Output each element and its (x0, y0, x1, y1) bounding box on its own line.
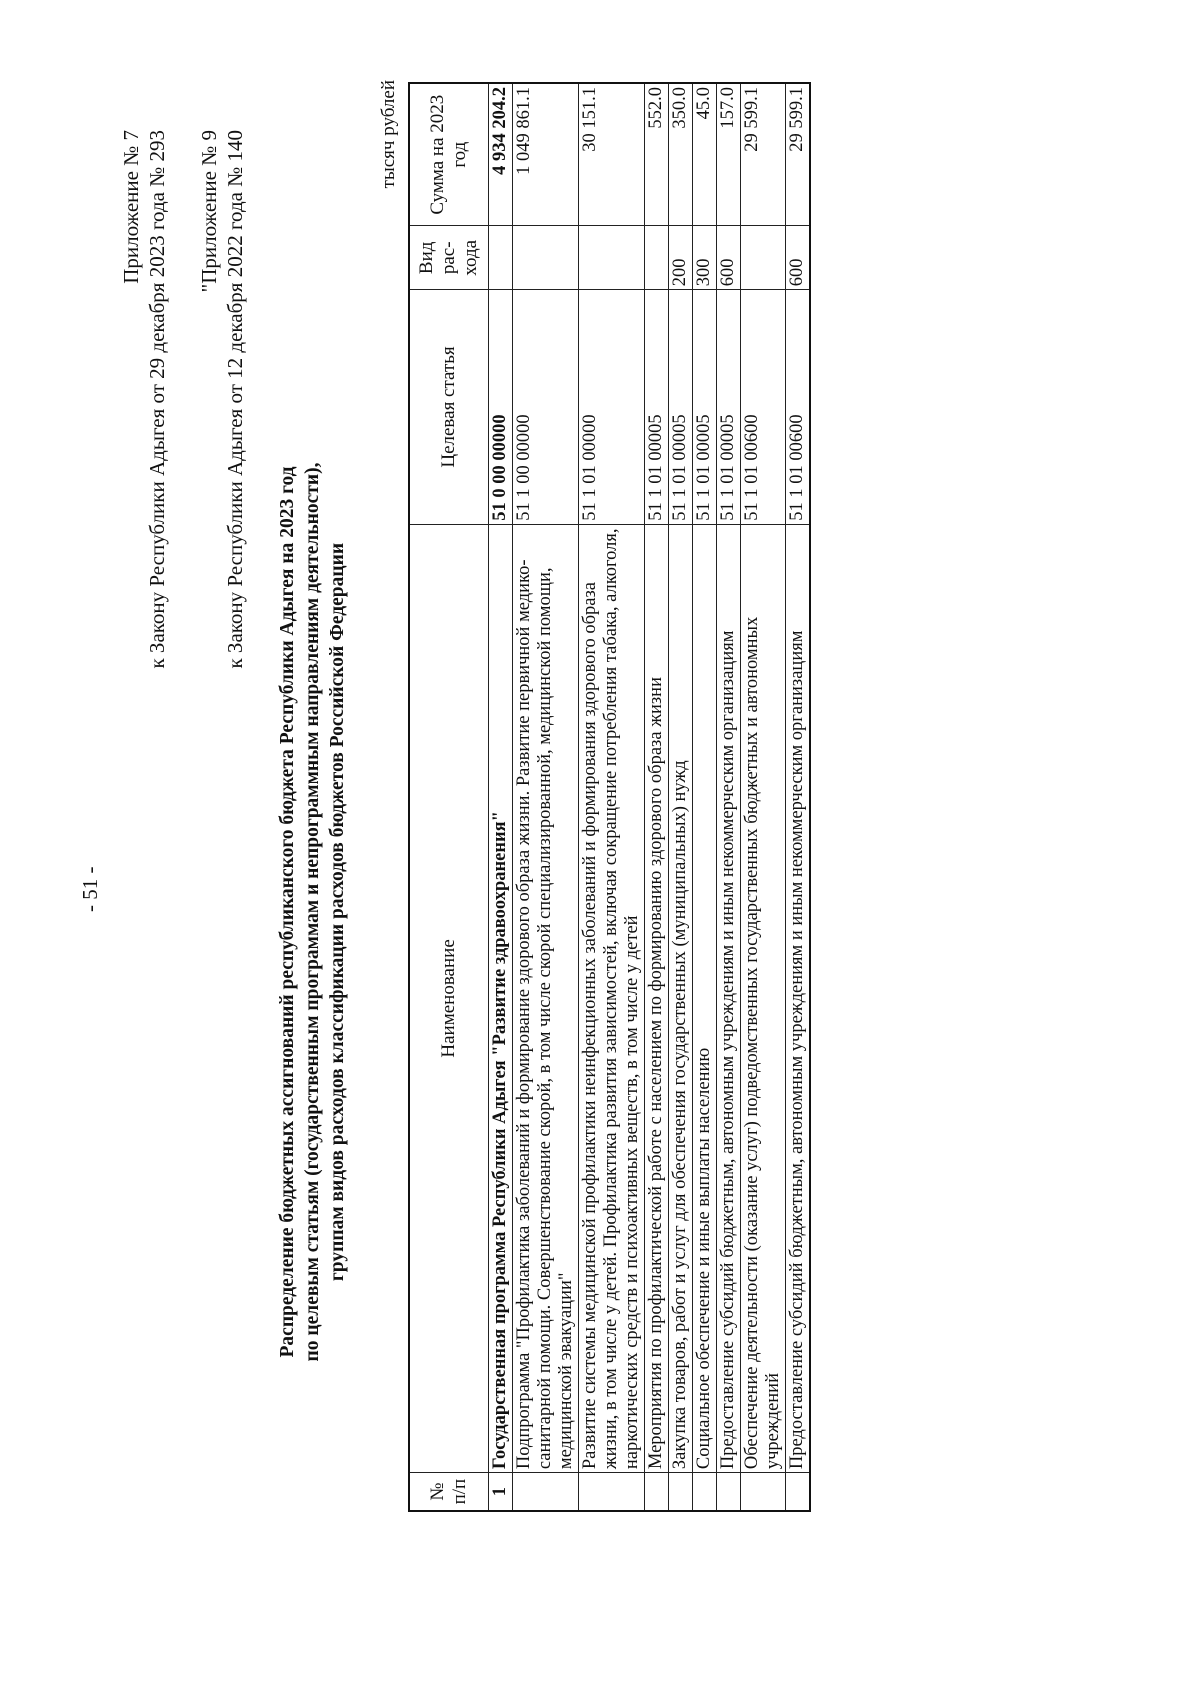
cell-sum: 552.0 (645, 83, 669, 226)
units-label: тысяч рублей (378, 80, 399, 189)
title-line: Распределение бюджетных ассигнований республиканского бюджета Республики Адыгея на 2023 год (277, 466, 298, 1358)
cell-expense-type (489, 226, 513, 290)
table-row (693, 83, 717, 1511)
appendix-number: Приложение № 7 (119, 130, 143, 284)
cell-num (669, 1473, 693, 1511)
header-expense-type: Вид рас-хода (409, 226, 489, 290)
cell-target-article: 51 1 01 00005 (717, 290, 741, 524)
header-sum: Сумма на 2023 год (409, 83, 489, 226)
appendix-number: "Приложение № 9 (197, 130, 221, 293)
cell-target-article: 51 0 00 00000 (489, 290, 513, 524)
table-row (579, 83, 645, 1511)
appendix-law-reference: к Закону Республики Адыгея от 12 декабря 2022 года № 140 (223, 130, 247, 669)
cell-sum: 30 151.1 (579, 83, 645, 226)
cell-sum: 29 599.1 (786, 83, 811, 226)
header-target-article: Целевая статья (409, 290, 489, 524)
cell-name: Развитие системы медицинской профилактики неинфекционных заболеваний и формирования здорового образа жизни, в том числе у детей. Профилактика развития зависимостей, включая сокращение потребления табака, алкоголя, наркотических средств и психоактивных веществ, в том числе у детей (579, 524, 645, 1472)
table-header-row (409, 83, 489, 1511)
cell-num (786, 1473, 811, 1511)
cell-expense-type: 600 (717, 226, 741, 290)
table-row (717, 83, 741, 1511)
header-name: Наименование (409, 524, 489, 1472)
cell-sum: 1 049 861.1 (513, 83, 579, 226)
cell-sum: 157.0 (717, 83, 741, 226)
title-line: по целевым статьям (государственным программам и непрограммным направлениям деятельности), (302, 462, 323, 1362)
table-row (669, 83, 693, 1511)
cell-name: Обеспечение деятельности (оказание услуг) подведомственных государственных бюджетных и автономных учреждений (741, 524, 786, 1472)
cell-name: Предоставление субсидий бюджетным, автономным учреждениям и иным некоммерческим организациям (786, 524, 811, 1472)
cell-num (645, 1473, 669, 1511)
cell-sum: 350.0 (669, 83, 693, 226)
cell-name: Государственная программа Республики Адыгея "Развитие здравоохранения" (489, 524, 513, 1472)
cell-sum: 45.0 (693, 83, 717, 226)
cell-expense-type (741, 226, 786, 290)
table-row (513, 83, 579, 1511)
cell-expense-type: 300 (693, 226, 717, 290)
cell-target-article: 51 1 00 00000 (513, 290, 579, 524)
cell-name: Социальное обеспечение и иные выплаты населению (693, 524, 717, 1472)
cell-num (579, 1473, 645, 1511)
cell-name: Закупка товаров, работ и услуг для обеспечения государственных (муниципальных) нужд (669, 524, 693, 1472)
table-row (489, 83, 513, 1511)
cell-name: Мероприятия по профилактической работе с населением по формированию здорового образа жизни (645, 524, 669, 1472)
cell-expense-type (645, 226, 669, 290)
table-row (786, 83, 811, 1511)
cell-target-article: 51 1 01 00005 (669, 290, 693, 524)
cell-name: Предоставление субсидий бюджетным, автономным учреждениям и иным некоммерческим организациям (717, 524, 741, 1472)
cell-target-article: 51 1 01 00005 (693, 290, 717, 524)
cell-num (513, 1473, 579, 1511)
cell-expense-type (513, 226, 579, 290)
title-line: группам видов расходов классификации расходов бюджетов Российской Федерации (327, 542, 348, 1282)
cell-expense-type (579, 226, 645, 290)
header-num: № п/п (409, 1473, 489, 1511)
cell-expense-type: 600 (786, 226, 811, 290)
page-number: - 51 - (78, 866, 102, 912)
table-row (741, 83, 786, 1511)
cell-target-article: 51 1 01 00600 (741, 290, 786, 524)
cell-target-article: 51 1 01 00005 (645, 290, 669, 524)
table-row (645, 83, 669, 1511)
appendix-law-reference: к Закону Республики Адыгея от 29 декабря 2023 года № 293 (145, 130, 169, 669)
cell-sum: 4 934 204.2 (489, 83, 513, 226)
cell-num: 1 (489, 1473, 513, 1511)
document-title (275, 362, 350, 1462)
cell-target-article: 51 1 01 00600 (786, 290, 811, 524)
cell-num (693, 1473, 717, 1511)
cell-expense-type: 200 (669, 226, 693, 290)
cell-name: Подпрограмма "Профилактика заболеваний и формирование здорового образа жизни. Развитие первичной медико-санитарной помощи. Совершенствование скорой, в том числе скорой специализированной, медицинской помощи, медицинской эвакуации" (513, 524, 579, 1472)
cell-num (717, 1473, 741, 1511)
budget-table (408, 82, 811, 1512)
cell-num (741, 1473, 786, 1511)
cell-target-article: 51 1 01 00000 (579, 290, 645, 524)
appendix-header-9 (196, 130, 248, 669)
appendix-header-7 (118, 130, 170, 669)
cell-sum: 29 599.1 (741, 83, 786, 226)
